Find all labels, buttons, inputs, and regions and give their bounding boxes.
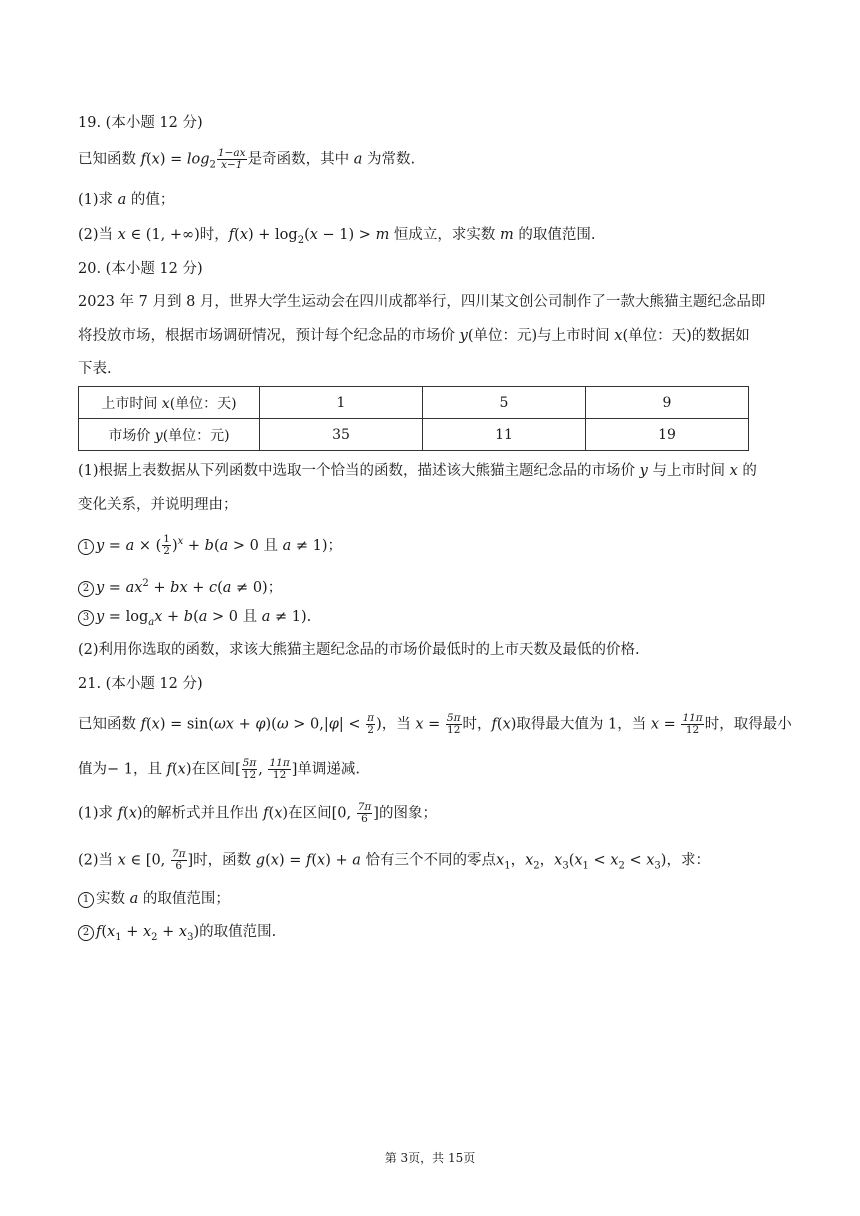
q21-header: 21. (本小题 12 分)	[78, 676, 203, 692]
text: 且	[258, 537, 283, 554]
q20-intro-line3: 下表.	[78, 361, 112, 377]
text: (2)当	[78, 227, 118, 243]
q20-part1-line2: 变化关系，并说明理由；	[78, 497, 238, 513]
q21-intro-line2: 值为− 1，且 f(x)在区间[ $\frac{5\pi}{12}$ , $\frac{11\pi}{12}$ ]单调递减.	[78, 757, 361, 781]
text: 将投放市场，根据市场调研情况，预计每个纪念品的市场价	[78, 328, 460, 344]
text: (1)根据上表数据从下列函数中选取一个恰当的函数，描述该大熊猫主题纪念品的市场价	[78, 463, 640, 479]
text: 为常数.	[362, 151, 416, 168]
table-cell: 9	[586, 387, 749, 419]
circled-1: 1	[78, 892, 94, 908]
text: 的值；	[126, 192, 175, 208]
q19-header: 19. (本小题 12 分)	[78, 115, 203, 131]
text: 已知函数	[78, 716, 141, 733]
text: ；	[267, 579, 283, 596]
text: (2)当	[78, 852, 118, 869]
text: ；	[327, 537, 342, 554]
circled-2: 2	[78, 925, 94, 941]
text: 在区间	[191, 761, 235, 778]
text: (1)求	[78, 805, 118, 822]
table-cell: 11	[423, 419, 586, 451]
q20-header: 20. (本小题 12 分)	[78, 261, 203, 277]
q20-intro-line2: 将投放市场，根据市场调研情况，预计每个纪念品的市场价 y(单位：元)与上市时间 x(单位：天)的数据如	[78, 328, 750, 344]
fraction: $\frac{1-ax}{x-1}$	[217, 147, 246, 171]
q21-sub2: 2 $f(x_1 + x_2 + x_3)$的取值范围.	[78, 921, 276, 949]
text: 的解析式并且作出	[142, 805, 264, 822]
q21-sub1: 1 实数 a 的取值范围；	[78, 888, 230, 910]
q20-option-1: 1 y = a × ( $\frac{1}{2}$ )$^x$ + b(a > 0 且 a ≠ 1)；	[78, 531, 342, 557]
text: 恰有三个不同的零点	[360, 852, 496, 869]
text: 时，取得最小	[704, 716, 792, 733]
table-cell: 5	[423, 387, 586, 419]
circled-2: 2	[78, 581, 94, 597]
table-row-label: 上市时间 x(单位：天)	[79, 387, 260, 419]
table-row-label: 市场价 y(单位：元)	[79, 419, 260, 451]
q20-option-2: 2 $y = ax^2$ + bx + c(a ≠ 0)；	[78, 573, 282, 599]
text: 已知函数	[78, 151, 141, 168]
text: ，当	[381, 716, 416, 733]
table-row	[79, 419, 749, 451]
text: (单位：天)的数据如	[622, 328, 750, 344]
q20-option-3: 3 $y = \log_ax + b(a > 0$ 且 a ≠ 1).	[78, 606, 311, 634]
text: 在区间	[288, 805, 332, 822]
table-cell: 1	[260, 387, 423, 419]
text: 恒成立，求实数	[389, 227, 501, 243]
text: 时，	[462, 716, 492, 733]
text: 时，	[199, 227, 229, 243]
q21-intro-line1: 已知函数 f(x) = sin(ωx + φ)(ω > 0,|φ| < $\frac{\pi}{2}$ )，当 x = $\frac{5\pi}{12}$ 时，f(x)取得最大值为 1，当 x = $\frac{11\pi}{12}$ 时，取得最小	[78, 712, 792, 736]
circled-1: 1	[78, 539, 94, 555]
text: 且	[237, 609, 262, 625]
q19-part1: (1)求 a 的值；	[78, 192, 175, 208]
text: 的取值范围.	[513, 227, 596, 243]
text: (单位：元)与上市时间	[467, 328, 615, 344]
q21-part1: (1)求 f(x)的解析式并且作出 f(x)在区间[0, $\frac{7\pi}{6}$ ]的图象；	[78, 801, 437, 825]
q21-part2: (2)当 x ∈ [0, $\frac{7\pi}{6}$ ]时，函数 g(x) = f(x) + a 恰有三个不同的零点$x_1$，$x_2$，$x_3(x_1 < x_2 < x_3)$，求：	[78, 848, 710, 872]
text: 时，函数	[193, 852, 256, 869]
q19-part2: (2)当 x ∈ (1, +∞)时，$f(x) + \log_2(x - 1) > m$ 恒成立，求实数 m 的取值范围.	[78, 227, 596, 246]
text: 实数	[96, 891, 130, 907]
table-row	[79, 387, 749, 419]
q19-intro: 已知函数 $f(x) = \log_2$ $\frac{1-ax}{x-1}$ 是奇函数，其中 a 为常数.	[78, 147, 416, 171]
text: .	[306, 609, 312, 625]
text: 的	[737, 463, 757, 479]
table-cell: 35	[260, 419, 423, 451]
text: 单调递减.	[297, 761, 361, 778]
text: 的取值范围；	[138, 891, 230, 907]
q20-part1-line1: (1)根据上表数据从下列函数中选取一个恰当的函数，描述该大熊猫主题纪念品的市场价 y 与上市时间 x 的	[78, 463, 757, 479]
text: ，求：	[666, 852, 710, 869]
text: (1)求	[78, 192, 118, 208]
q20-intro-line1: 2023 年 7 月到 8 月，世界大学生运动会在四川成都举行，四川某文创公司制作了一款大熊猫主题纪念品即	[78, 294, 766, 310]
text: 是奇函数，其中	[247, 151, 354, 168]
text: 取得最大值为 1，当	[516, 716, 651, 733]
circled-3: 3	[78, 610, 94, 626]
table-cell: 19	[586, 419, 749, 451]
text: 的图象；	[378, 805, 437, 822]
page-footer: 第 3页，共 15页	[384, 1151, 476, 1165]
text: 值为− 1，且	[78, 761, 167, 778]
text: 与上市时间	[647, 463, 730, 479]
text: 的取值范围.	[199, 924, 277, 940]
q20-part2: (2)利用你选取的函数，求该大熊猫主题纪念品的市场价最低时的上市天数及最低的价格.	[78, 642, 640, 658]
data-table	[78, 386, 749, 451]
